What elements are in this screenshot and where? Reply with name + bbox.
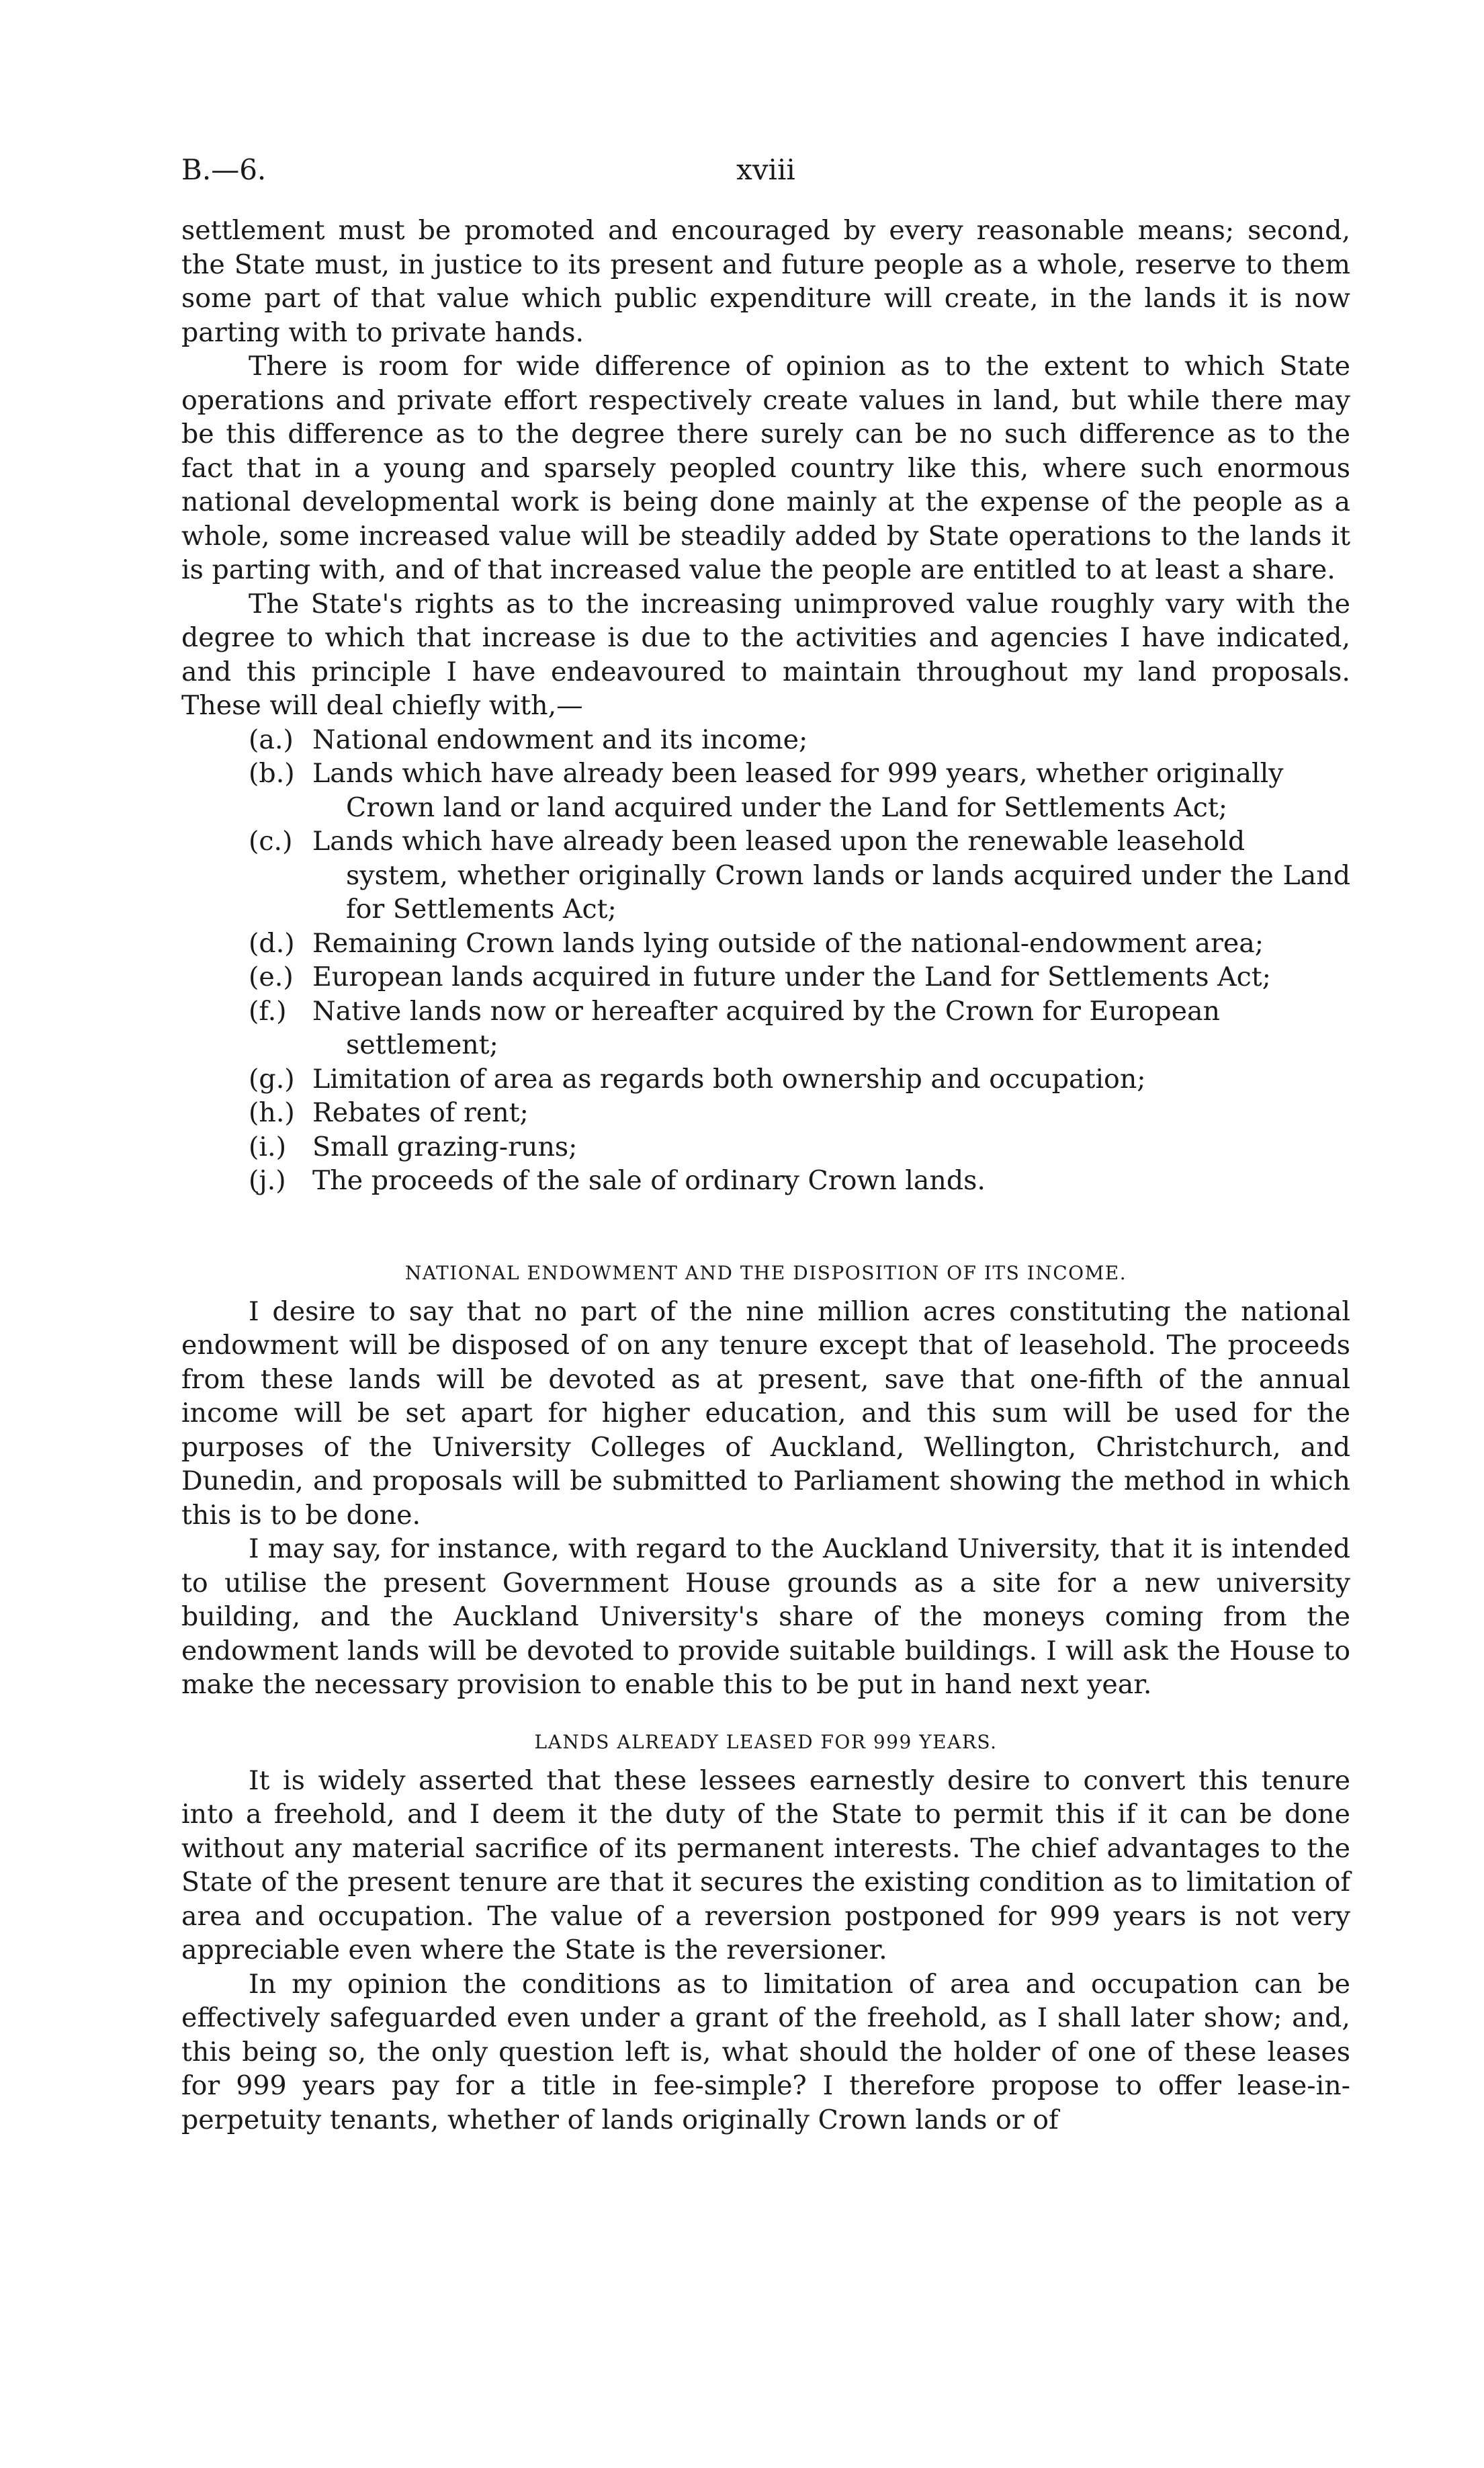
- list-item: [181, 960, 1350, 994]
- list-item-text: Lands which have already been leased for 999 years, whether originally: [312, 758, 1284, 789]
- list-item: [181, 927, 1350, 961]
- list-item-label: (h.): [249, 1097, 295, 1128]
- list-item-continuation: system, whether originally Crown lands or lands acquired under the Land for Settlements Act;: [346, 859, 1350, 925]
- list-item: [181, 1062, 1350, 1097]
- list-item-label: (b.): [249, 758, 295, 789]
- list-item-text: European lands acquired in future under the Land for Settlements Act;: [312, 962, 1271, 992]
- list-item-text: Limitation of area as regards both ownership and occupation;: [312, 1063, 1146, 1095]
- list-item-continuation: settlement;: [346, 1029, 498, 1060]
- list-item: [181, 757, 1350, 824]
- list-item: [181, 824, 1350, 927]
- proposal-list: [181, 723, 1350, 1198]
- page-body: [181, 214, 1350, 2137]
- paragraph: In my opinion the conditions as to limitation of area and occupation can be effectively safeguarded even under a grant of the freehold, as I shall later show; and, this being so, the only question left is, what should the holder of one of these leases for 999 years pay for a title in fee-simple? I therefore propose to offer lease-in-perpetuity tenants, whether of lands originally Crown lands or of: [181, 1968, 1350, 2135]
- list-item-label: (j.): [249, 1165, 286, 1196]
- list-item: [181, 994, 1350, 1062]
- paragraph: I may say, for instance, with regard to the Auckland University, that it is intended to utilise the present Government House grounds as a site for a new university building, and the Auckland University's share of the moneys coming from the endowment lands will be devoted to provide suitable buildings. I will ask the House to make the necessary provision to enable this to be put in hand next year.: [181, 1533, 1350, 1700]
- list-item-label: (g.): [249, 1063, 295, 1095]
- page-number: xviii: [736, 153, 795, 186]
- list-item-text: Native lands now or hereafter acquired by the Crown for European: [312, 995, 1220, 1027]
- list-item-text: Remaining Crown lands lying outside of the national-endowment area;: [312, 927, 1264, 959]
- page-header: [181, 153, 1350, 194]
- list-item-label: (c.): [249, 826, 293, 857]
- paragraph-continuation: settlement must be promoted and encouraged by every reasonable means; second, the State must, in justice to its present and future people as a whole, reserve to them some part of that value which public expenditure will create, in the lands it is now parting with to private hands.: [181, 215, 1350, 348]
- list-item-label: (e.): [249, 962, 294, 992]
- list-item-label: (d.): [249, 927, 295, 959]
- report-reference: B.—6.: [181, 153, 267, 186]
- list-item-text: National endowment and its income;: [312, 724, 808, 755]
- paragraph: It is widely asserted that these lessees earnestly desire to convert this tenure into a freehold, and I deem it the duty of the State to permit this if it can be done without any material sacrifice of its permanent interests. The chief advantages to the State of the present tenure are that it secures the existing condition as to limitation of area and occupation. The value of a reversion postponed for 999 years is not very appreciable even where the State is the reversioner.: [181, 1764, 1350, 1965]
- paragraph: I desire to say that no part of the nine million acres constituting the national endowment will be disposed of on any tenure except that of leasehold. The proceeds from these lands will be devoted as at present, save that one-fifth of the annual income will be set apart for higher education, and this sum will be used for the purposes of the University Colleges of Auckland, Wellington, Christchurch, and Dunedin, and proposals will be submitted to Parliament showing the method in which this is to be done.: [181, 1295, 1350, 1531]
- list-item-label: (f.): [249, 995, 287, 1027]
- list-item-text: Rebates of rent;: [312, 1097, 529, 1128]
- section-heading-national-endowment: NATIONAL ENDOWMENT AND THE DISPOSITION OF ITS INCOME.: [404, 1261, 1127, 1284]
- list-item: [181, 1130, 1350, 1164]
- list-item-label: (i.): [249, 1131, 287, 1162]
- paragraph: There is room for wide difference of opinion as to the extent to which State operations and private effort respectively create values in land, but while there may be this difference as to the degree there surely can be no such difference as to the fact that in a young and sparsely peopled country like this, where such enormous national developmental work is being done mainly at the expense of the people as a whole, some increased value will be steadily added by State operations to the lands it is parting with, and of that increased value the people are entitled to at least a share.: [181, 351, 1350, 585]
- list-item-text: The proceeds of the sale of ordinary Crown lands.: [312, 1165, 986, 1196]
- list-item-continuation: Crown land or land acquired under the Land for Settlements Act;: [346, 792, 1228, 823]
- list-item-text: Lands which have already been leased upon the renewable leasehold: [312, 826, 1246, 857]
- list-item-label: (a.): [249, 724, 294, 755]
- section-heading-999-year-leases: LANDS ALREADY LEASED FOR 999 YEARS.: [534, 1730, 998, 1753]
- list-item: [181, 1164, 1350, 1198]
- list-item: [181, 723, 1350, 757]
- list-item: [181, 1096, 1350, 1130]
- list-item-text: Small grazing-runs;: [312, 1131, 578, 1162]
- paragraph: The State's rights as to the increasing unimproved value roughly vary with the degree to which that increase is due to the activities and agencies I have indicated, and this principle I have endeavoured to maintain throughout my land proposals. These will deal chiefly with,—: [181, 588, 1350, 721]
